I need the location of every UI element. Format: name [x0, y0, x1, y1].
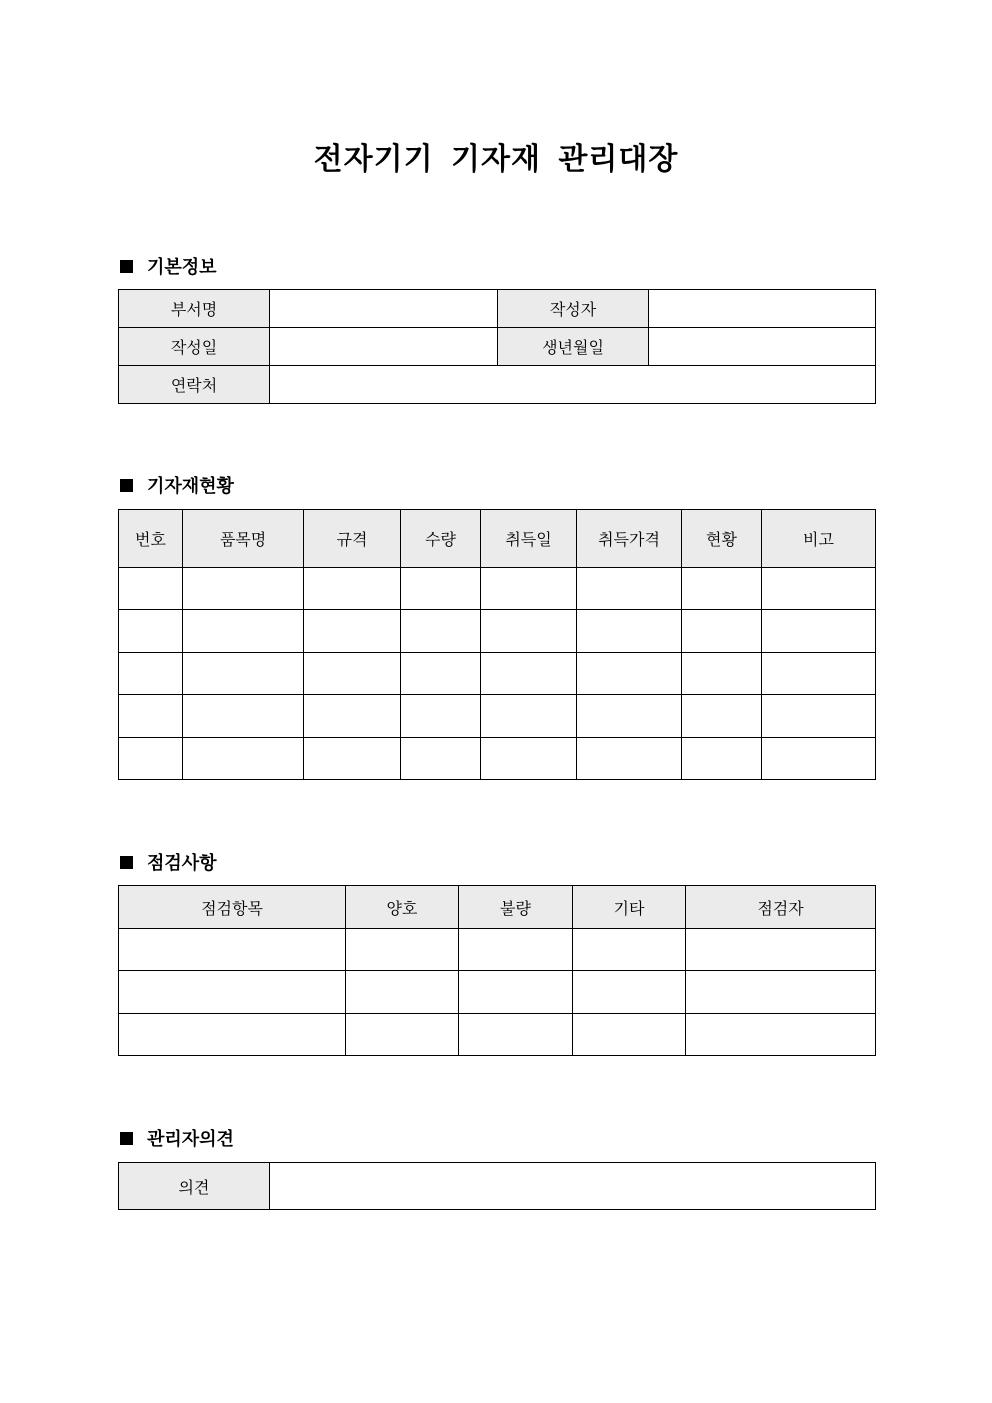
section-label: 관리자의견: [147, 1129, 234, 1150]
table-cell[interactable]: [481, 738, 577, 780]
table-cell[interactable]: [304, 568, 401, 610]
table-cell[interactable]: [577, 738, 682, 780]
table-header-row: [119, 510, 876, 568]
table-cell[interactable]: [762, 568, 876, 610]
table-cell[interactable]: [682, 568, 762, 610]
section-equipment-heading: [118, 472, 234, 498]
table-row: [119, 738, 876, 780]
header-inspector: 점검자: [686, 886, 876, 929]
basic-info-table: [118, 289, 876, 404]
table-cell[interactable]: [401, 738, 481, 780]
table-cell[interactable]: [577, 653, 682, 695]
table-cell[interactable]: [481, 610, 577, 653]
table-cell[interactable]: [401, 653, 481, 695]
table-cell[interactable]: [119, 738, 183, 780]
table-cell[interactable]: [304, 695, 401, 738]
table-cell[interactable]: [686, 971, 876, 1014]
table-cell[interactable]: [346, 929, 459, 971]
section-label: 기자재현황: [147, 476, 234, 497]
header-bad: 불량: [459, 886, 573, 929]
square-bullet-icon: [120, 260, 133, 273]
dept-field[interactable]: [270, 290, 498, 328]
header-status: 현황: [682, 510, 762, 568]
table-cell[interactable]: [401, 610, 481, 653]
table-row: [119, 695, 876, 738]
inspection-table: [118, 885, 876, 1056]
table-cell[interactable]: [304, 610, 401, 653]
header-quantity: 수량: [401, 510, 481, 568]
writer-field[interactable]: [649, 290, 876, 328]
header-item-name: 품목명: [183, 510, 304, 568]
section-basic-info-heading: [118, 253, 217, 279]
header-number: 번호: [119, 510, 183, 568]
table-row: [119, 568, 876, 610]
writer-label: 작성자: [498, 290, 649, 328]
table-row: [119, 929, 876, 971]
contact-field[interactable]: [270, 366, 876, 404]
table-cell[interactable]: [682, 695, 762, 738]
table-cell[interactable]: [686, 929, 876, 971]
table-cell[interactable]: [119, 1014, 346, 1056]
table-cell[interactable]: [481, 695, 577, 738]
table-cell[interactable]: [686, 1014, 876, 1056]
square-bullet-icon: [120, 479, 133, 492]
table-cell[interactable]: [577, 695, 682, 738]
table-cell[interactable]: [573, 971, 686, 1014]
dept-label: 부서명: [119, 290, 270, 328]
equipment-table: [118, 509, 876, 780]
table-row: [119, 971, 876, 1014]
table-cell[interactable]: [119, 653, 183, 695]
square-bullet-icon: [120, 1132, 133, 1145]
birth-label: 생년월일: [498, 328, 649, 366]
header-good: 양호: [346, 886, 459, 929]
table-cell[interactable]: [304, 653, 401, 695]
date-field[interactable]: [270, 328, 498, 366]
table-cell[interactable]: [459, 929, 573, 971]
table-cell[interactable]: [573, 929, 686, 971]
manager-opinion-table: [118, 1162, 876, 1210]
table-row: [119, 328, 876, 366]
table-row: [119, 1014, 876, 1056]
header-spec: 규격: [304, 510, 401, 568]
section-label: 점검사항: [147, 853, 217, 874]
table-row: [119, 366, 876, 404]
table-cell[interactable]: [459, 1014, 573, 1056]
table-cell[interactable]: [481, 653, 577, 695]
table-cell[interactable]: [183, 610, 304, 653]
table-cell[interactable]: [183, 695, 304, 738]
table-cell[interactable]: [183, 738, 304, 780]
table-cell[interactable]: [346, 1014, 459, 1056]
date-label: 작성일: [119, 328, 270, 366]
table-cell[interactable]: [183, 568, 304, 610]
table-cell[interactable]: [762, 738, 876, 780]
table-cell[interactable]: [682, 610, 762, 653]
table-header-row: [119, 886, 876, 929]
table-row: [119, 610, 876, 653]
table-cell[interactable]: [119, 568, 183, 610]
header-remarks: 비고: [762, 510, 876, 568]
opinion-label: 의견: [119, 1163, 270, 1210]
header-acquired-date: 취득일: [481, 510, 577, 568]
table-cell[interactable]: [573, 1014, 686, 1056]
contact-label: 연락처: [119, 366, 270, 404]
header-other: 기타: [573, 886, 686, 929]
table-cell[interactable]: [119, 929, 346, 971]
table-cell[interactable]: [682, 653, 762, 695]
table-cell[interactable]: [304, 738, 401, 780]
table-cell[interactable]: [577, 610, 682, 653]
table-cell[interactable]: [119, 971, 346, 1014]
table-cell[interactable]: [577, 568, 682, 610]
section-label: 기본정보: [147, 257, 217, 278]
table-row: [119, 1163, 876, 1210]
table-cell[interactable]: [401, 695, 481, 738]
table-cell[interactable]: [459, 971, 573, 1014]
table-cell[interactable]: [762, 653, 876, 695]
document-title: 전자기기 기자재 관리대장: [313, 142, 679, 177]
section-inspection-heading: [118, 849, 217, 875]
header-inspection-item: 점검항목: [119, 886, 346, 929]
table-cell[interactable]: [762, 695, 876, 738]
table-row: [119, 290, 876, 328]
table-cell[interactable]: [119, 695, 183, 738]
table-cell[interactable]: [183, 653, 304, 695]
birth-field[interactable]: [649, 328, 876, 366]
table-cell[interactable]: [682, 738, 762, 780]
section-manager-heading: [118, 1125, 234, 1151]
table-row: [119, 653, 876, 695]
table-cell[interactable]: [762, 610, 876, 653]
header-acquired-price: 취득가격: [577, 510, 682, 568]
table-cell[interactable]: [401, 568, 481, 610]
table-cell[interactable]: [119, 610, 183, 653]
opinion-field[interactable]: [270, 1163, 876, 1210]
table-cell[interactable]: [346, 971, 459, 1014]
square-bullet-icon: [120, 856, 133, 869]
table-cell[interactable]: [481, 568, 577, 610]
